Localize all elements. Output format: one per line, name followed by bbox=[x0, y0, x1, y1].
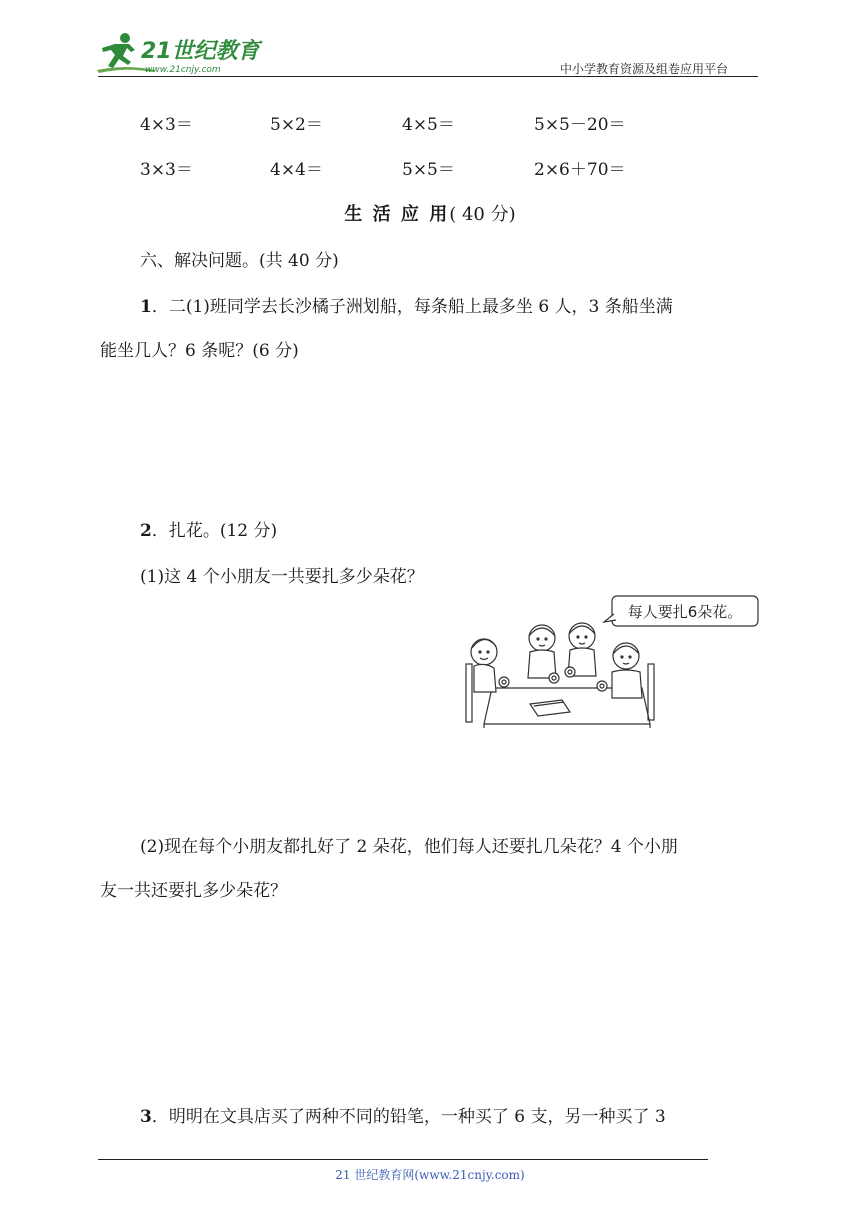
header-divider bbox=[98, 76, 758, 77]
part-heading: 六、解决问题。(共 40 分) bbox=[140, 251, 339, 271]
svg-text:21世纪教育: 21世纪教育 bbox=[141, 39, 260, 64]
problem-text: ．扎花。(12 分) bbox=[151, 521, 278, 541]
equation: 5×5－20＝ bbox=[534, 115, 626, 135]
problem-2-sub-2-line-2: 友一共还要扎多少朵花？ bbox=[100, 881, 287, 901]
equation: 4×5＝ bbox=[402, 115, 455, 135]
equation: 4×3＝ bbox=[140, 115, 193, 135]
equation: 5×5＝ bbox=[402, 160, 455, 180]
section-title-text: 生 活 应 用 bbox=[344, 204, 450, 225]
equation: 3×3＝ bbox=[140, 160, 193, 180]
svg-text:每人要扎6朵花。: 每人要扎6朵花。 bbox=[627, 603, 743, 621]
problem-text: ．明明在文具店买了两种不同的铅笔，一种买了 6 支，另一种买了 3 bbox=[151, 1107, 666, 1127]
svg-text:www.21cnjy.com: www.21cnjy.com bbox=[145, 65, 221, 75]
equation: 5×2＝ bbox=[270, 115, 323, 135]
speech-bubble bbox=[604, 596, 758, 626]
equation: 2×6＋70＝ bbox=[534, 160, 626, 180]
equation: 4×4＝ bbox=[270, 160, 323, 180]
children-making-flowers-illustration bbox=[462, 592, 762, 730]
problem-1-line-2: 能坐几人？6 条呢？(6 分) bbox=[100, 341, 299, 361]
problem-text: ．二(1)班同学去长沙橘子洲划船，每条船上最多坐 6 人，3 条船坐满 bbox=[151, 297, 673, 317]
problem-3-line-1 bbox=[140, 1102, 666, 1127]
section-title bbox=[0, 200, 860, 226]
problem-number: 2 bbox=[140, 521, 152, 541]
platform-label: 中小学教育资源及组卷应用平台 bbox=[560, 62, 729, 76]
problem-number: 3 bbox=[140, 1107, 152, 1127]
problem-number: 1 bbox=[140, 297, 152, 317]
problem-2-sub-1: (1)这 4 个小朋友一共要扎多少朵花？ bbox=[140, 567, 424, 587]
problem-1-line-1 bbox=[140, 292, 673, 317]
footer-source[interactable]: 21 世纪教育网(www.21cnjy.com) bbox=[335, 1168, 525, 1182]
problem-2-heading bbox=[140, 516, 277, 541]
problem-2-sub-2-line-1: (2)现在每个小朋友都扎好了 2 朵花，他们每人还要扎几朵花？4 个小朋 bbox=[140, 837, 678, 857]
site-logo bbox=[95, 30, 265, 76]
footer-divider bbox=[98, 1159, 708, 1160]
section-score: ( 40 分) bbox=[449, 204, 516, 225]
